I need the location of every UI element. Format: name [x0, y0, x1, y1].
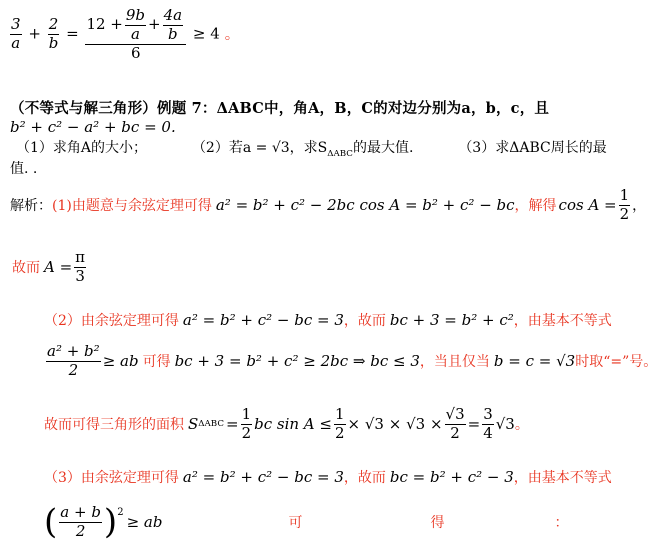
questions-line — [16, 137, 607, 159]
cosine-equation: a² = b² + c² − bc = 3 — [182, 468, 344, 486]
solve-text: ，解得 — [514, 198, 557, 215]
iff-text: ，当且仅当 — [419, 354, 490, 371]
basic-inequality-text: ，由基本不等式 — [513, 470, 612, 486]
denominator: 2 — [75, 521, 86, 540]
big-numerator — [85, 8, 186, 45]
exponent-2: 2 — [117, 507, 124, 518]
bc-sin-a: bc sin A ≤ — [254, 415, 332, 434]
bc-equation: bc + 3 = b² + c² — [389, 311, 514, 329]
fraction-4a-over-b — [163, 8, 184, 43]
basic-inequality-text: ，由基本不等式 — [513, 313, 612, 329]
area-text: 故而可得三角形的面积 — [44, 417, 184, 434]
product-root3: × √3 × √3 × — [347, 415, 443, 434]
question-2-end: 的最大值. — [352, 140, 414, 156]
part-3-text: （3）由余弦定理可得 — [44, 470, 179, 486]
left-paren: ( — [44, 502, 58, 543]
analysis-part-1 — [10, 188, 646, 223]
equals-sign: = — [467, 415, 481, 434]
period: 。 — [224, 24, 240, 43]
denominator: b — [48, 34, 59, 53]
therefore-text: ，故而 — [343, 470, 386, 486]
equality-text: 时取“=”号。 — [575, 354, 657, 371]
equation-b2-c2: b² + c² − a² + bc = 0. — [10, 118, 176, 136]
fraction-1-2 — [619, 188, 631, 223]
word-de: 得 — [430, 515, 445, 532]
law-of-cosines: a² = b² + c² − 2bc cos A = b² + c² − bc — [215, 196, 515, 215]
analysis-part-2 — [44, 310, 612, 330]
cosine-equation: a² = b² + c² − bc = 3 — [182, 311, 344, 329]
line-1-inequality — [8, 8, 240, 61]
inequality-line — [44, 344, 657, 379]
cos-a-equals: cos A = — [558, 196, 617, 215]
a-equals: A = — [44, 258, 73, 277]
numerator: 2 — [48, 15, 59, 34]
subscript-abc: ΔABC — [198, 419, 224, 430]
comma: ， — [632, 198, 647, 215]
analysis-label: 解析： — [10, 198, 52, 215]
fraction-root3-2 — [445, 407, 466, 442]
fraction-9b-over-a — [125, 8, 146, 43]
subscript-abc: ΔABC — [327, 148, 353, 159]
equals-sign: = — [66, 24, 79, 43]
numerator: √3 — [445, 405, 465, 423]
fraction-3-over-a — [10, 17, 22, 52]
big-denominator: 6 — [131, 43, 141, 62]
obtain-text: 可得 — [142, 354, 171, 371]
therefore-text: ，故而 — [343, 313, 386, 329]
denominator: b — [168, 24, 178, 43]
numerator: a + b — [60, 503, 101, 521]
therefore-text: 故而 — [12, 260, 40, 277]
ge-ab: ≥ ab — [102, 352, 139, 371]
equals-sign: = — [225, 415, 239, 434]
numerator: a² + b² — [47, 342, 100, 360]
ge-ab: ≥ ab — [126, 513, 163, 532]
numerator: 4a — [163, 6, 183, 24]
example-7-title: （不等式与解三角形）例题 7：ΔABC中，角A，B，C的对边分别为a，b，c，且 — [10, 100, 550, 117]
denominator: 2 — [334, 423, 345, 442]
numerator: 3 — [11, 15, 21, 34]
fraction-1-2 — [241, 407, 253, 442]
numerator: 3 — [483, 405, 493, 423]
question-3: （3）求ΔABC周长的最 — [458, 140, 607, 156]
fraction-pi-3 — [74, 250, 86, 285]
denominator: 2 — [241, 423, 252, 442]
question-2: （2）若a = √3，求S — [191, 140, 328, 156]
denominator: a — [11, 34, 21, 53]
numerator: 1 — [241, 405, 252, 423]
plus-sign: + — [28, 24, 41, 43]
condition-equation — [10, 118, 176, 136]
right-paren: ) — [103, 502, 118, 543]
bc-inequality: bc + 3 = b² + c² ≥ 2bc ⇒ bc ≤ 3 — [174, 352, 420, 371]
part-2-text: （2）由余弦定理可得 — [44, 313, 179, 329]
colon: ： — [554, 515, 569, 532]
analysis-part-3 — [44, 467, 612, 487]
denominator: 4 — [483, 423, 493, 442]
numerator: π — [75, 248, 86, 266]
fraction-1-2 — [334, 407, 346, 442]
numerator: 9b — [125, 6, 146, 24]
period: 。 — [514, 417, 529, 434]
fraction-2-over-b — [48, 17, 60, 52]
plus-sign: + — [148, 15, 161, 34]
bc-equation: bc = b² + c² − 3 — [389, 468, 514, 486]
root-3: √3 — [495, 415, 515, 434]
fraction-3-4 — [482, 407, 494, 442]
big-fraction — [85, 8, 186, 61]
question-3-end: 值. . — [10, 161, 38, 177]
denominator: 2 — [619, 204, 630, 223]
area-line — [44, 407, 529, 442]
example-heading — [10, 97, 549, 118]
ge-4: ≥ 4 — [192, 24, 220, 43]
denominator: a — [130, 24, 140, 43]
b-equals-c: b = c = √3 — [493, 352, 576, 371]
question-1: （1）求角A的大小； — [16, 140, 148, 156]
questions-line-cont — [10, 158, 37, 178]
word-ke: 可 — [288, 515, 303, 532]
denominator: 2 — [68, 360, 79, 379]
numerator: 1 — [619, 186, 630, 204]
fraction-a-plus-b — [59, 505, 102, 540]
area-symbol: S — [188, 415, 199, 434]
denominator: 3 — [75, 266, 85, 285]
fraction-a2-b2 — [46, 344, 101, 379]
numerator: 1 — [334, 405, 345, 423]
term-12: 12 + — [86, 15, 123, 34]
angle-a-result — [12, 250, 88, 285]
denominator: 2 — [450, 423, 460, 442]
analysis-text: (1)由题意与余弦定理可得 — [52, 198, 212, 215]
final-inequality-line — [44, 502, 569, 543]
